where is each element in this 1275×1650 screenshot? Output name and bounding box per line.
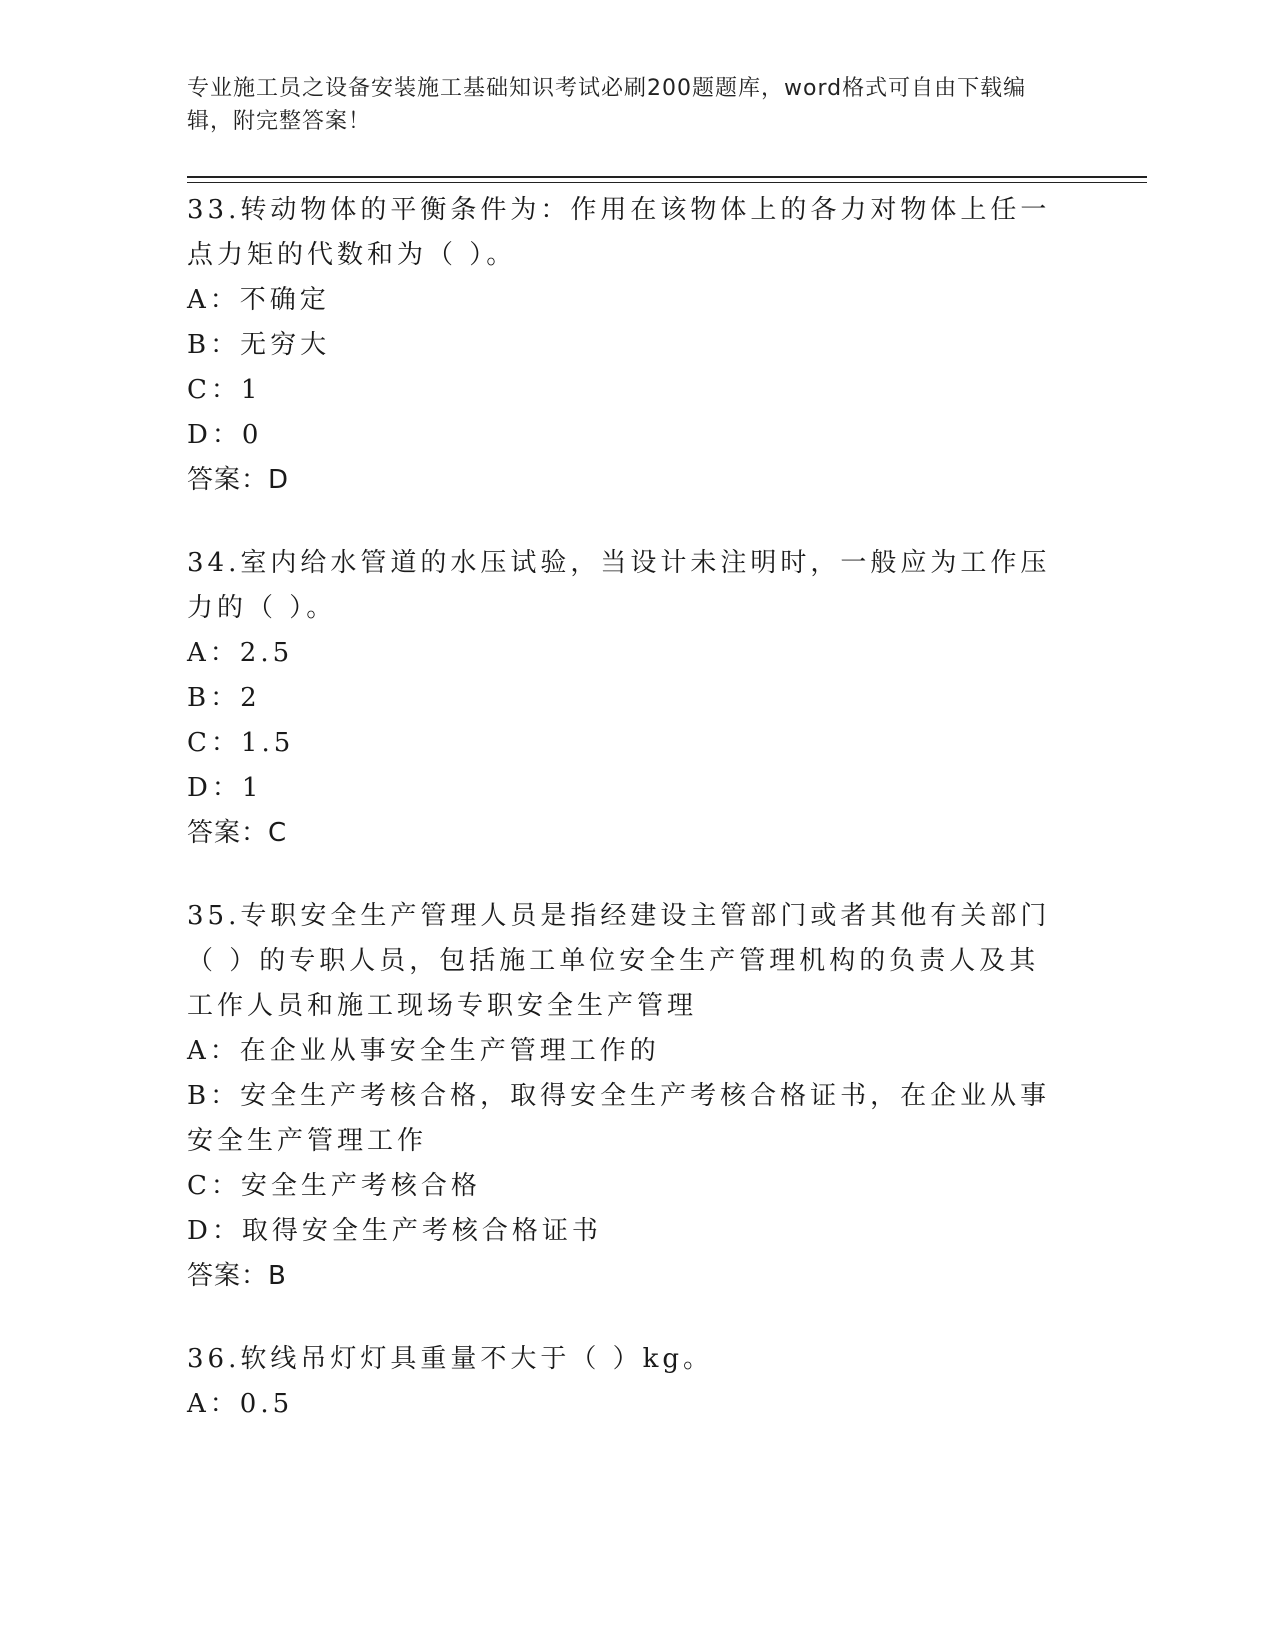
option-d [187, 413, 1067, 458]
option-c [187, 1164, 1067, 1209]
option-label: A： [187, 285, 240, 315]
question-stem: 34.室内给水管道的水压试验，当设计未注明时，一般应为工作压力的（ ）。 [187, 548, 1051, 623]
question-list [187, 188, 1067, 1465]
answer-line: 答案：C [187, 818, 288, 848]
option-text: 在企业从事安全生产管理工作的 [239, 1036, 660, 1066]
header-divider-thin [187, 182, 1147, 183]
option-a [187, 1029, 1067, 1074]
option-label: A： [187, 1389, 240, 1419]
option-b [187, 1074, 1067, 1164]
option-text: 取得安全生产考核合格证书 [241, 1216, 602, 1246]
option-label: D： [187, 1216, 242, 1246]
option-text: 0.5 [239, 1389, 294, 1419]
option-label: D： [187, 773, 242, 803]
option-label: C： [187, 1171, 241, 1201]
header-divider-thick [187, 176, 1147, 178]
option-text: 不确定 [239, 285, 330, 315]
option-c [187, 368, 1067, 413]
option-text: 1.5 [240, 728, 295, 758]
option-label: A： [187, 1036, 240, 1066]
option-a [187, 278, 1067, 323]
answer-line: 答案：B [187, 1261, 287, 1291]
option-label: B： [187, 330, 241, 360]
option-text: 1 [240, 375, 262, 405]
option-label: B： [187, 1081, 241, 1111]
option-label: B： [187, 683, 241, 713]
option-d [187, 766, 1067, 811]
option-label: C： [187, 375, 241, 405]
option-b [187, 323, 1067, 368]
option-d [187, 1209, 1067, 1254]
option-text: 2 [240, 683, 261, 713]
question-stem: 35.专职安全生产管理人员是指经建设主管部门或者其他有关部门（ ）的专职人员，包括施工单位安全生产管理机构的负责人及其工作人员和施工现场专职安全生产管理 [187, 901, 1051, 1021]
option-a [187, 1382, 1067, 1427]
question-stem: 33.转动物体的平衡条件为：作用在该物体上的各力对物体上任一点力矩的代数和为（ ）。 [187, 195, 1051, 270]
option-text: 安全生产考核合格，取得安全生产考核合格证书，在企业从事安全生产管理工作 [187, 1081, 1051, 1156]
document-header: 专业施工员之设备安装施工基础知识考试必刷200题题库，word格式可自由下载编辑，附完整答案！ [187, 76, 1027, 134]
option-label: A： [187, 638, 240, 668]
option-text: 2.5 [239, 638, 294, 668]
option-b [187, 676, 1067, 721]
option-label: C： [187, 728, 241, 758]
option-c [187, 721, 1067, 766]
question-34 [187, 541, 1067, 856]
answer-line: 答案：D [187, 465, 290, 495]
option-text: 1 [241, 773, 263, 803]
question-stem: 36.软线吊灯灯具重量不大于（ ）kg。 [187, 1344, 714, 1374]
option-a [187, 631, 1067, 676]
question-35 [187, 894, 1067, 1299]
option-text: 安全生产考核合格 [240, 1171, 481, 1201]
option-text: 0 [241, 420, 263, 450]
question-36 [187, 1337, 1067, 1427]
option-label: D： [187, 420, 242, 450]
question-33 [187, 188, 1067, 503]
option-text: 无穷大 [240, 330, 331, 360]
